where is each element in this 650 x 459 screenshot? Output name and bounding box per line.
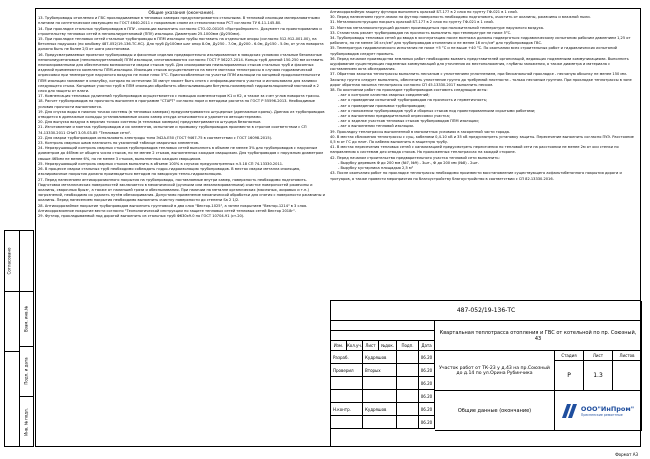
col-header-ndoc: №док. (379, 341, 397, 351)
strip-label-inv: Инв. № подл. (23, 408, 29, 436)
company-sub: Пресненские ремонтные (580, 412, 623, 417)
company-logo-icon (562, 404, 578, 418)
note-item: Антикоррозийную защиту футляра выполнить краской БТ-177 в 2 слоя по грунту ГФ-021 в 1 слой. (330, 10, 518, 14)
note-sub-item: - акт о заделке участков тепловых стыков трубопроводов ППМ изоляции; (338, 119, 479, 124)
company-block (555, 391, 642, 431)
signer-name (363, 377, 397, 390)
note-item: 34. Трубопроводы тепловых сетей до ввода в эксплуатацию после монтажа должны подвергаться гидравлическому испытанию рабочим давлением 1,25 от рабочего, но не менее 16 кгс/см² для трубопроводов отопления и не менее 16 кгс/см² для трубопроводов ГВС. (330, 36, 631, 46)
signer-role (331, 390, 363, 403)
note-sub-item: - акт о выполнении тепловой изоляции. (338, 124, 415, 129)
strip-label-vzam: Взам. инв.№ (23, 305, 29, 332)
stage-header: Стадия (555, 351, 584, 361)
sign-date: 06.20 (419, 364, 435, 377)
strip-label-podp: Подп. и дата (23, 357, 29, 385)
strip-cell (20, 231, 34, 292)
signature-cell (397, 351, 419, 364)
sign-date: 06.20 (419, 390, 435, 403)
signer-name: Кудряшов (363, 403, 397, 416)
note-item: 19. Для спуска воды в нижних точках системы (в тепловых камерах) предусматриваются штуцерные (дренажные краны). Дренаж из трубопроводов отводится в дренажные колодцы устанавливаемые около камер откуда откачивается и удаляется автоцистернами. (38, 109, 325, 120)
signer-name: Вторых (363, 364, 397, 377)
note-item: 16. Предусматриваемые проектом трубопроводы и фасонные изделия предварительно изолированные в заводских условиях стальные безопасные пенополиуретановые (пенополиуретановой) ППМ изоляции, изготавливаются согласно ГОСТ Р 56227-2014. Концы труб длиной 150-250 мм оставить неизолированными для обеспечения возможности сварки стыков труб. Для изолирования неизолированных стыков стальных труб и фасонных изделий применяются комплекты ППМ-изоляции. Изоляция стыков осуществляется на месте монтажа теплотрассы в случаях гидравлической опрессовки при температуре наружного воздуха не ниже плюс 5°С. Приспособленные на участки ППМ изоляции по концевой продолжительности ППМ изоляции заливают в опалубку, которая по истечении 30 минут может быть снята с информационного участка и использована для заливки следующего стыка. Концевые участки труб в ППМ изоляции обработать обеспыливающим битумно-полимерной гидроизоляционной мастикой в 2 слоя для защиты от влаги. (38, 52, 324, 94)
note-item: 23. Контроль сварных швов назначить по указанной таблице сварочных элементов. (38, 141, 200, 146)
note-sub-item: - акт о выполнении предварительной опрессовки участка; (338, 114, 450, 119)
stage-value: Р (555, 361, 584, 391)
note-sub-item: - акт о проведении испытаний трубопроводов на прочность и герметичность; (338, 98, 488, 103)
sign-date: 06.20 (419, 377, 435, 390)
note-sub-item: - акт о контроле качества сварных соединений; (338, 93, 430, 98)
note-item: 41. В местах пересечения тепловых сетей с канализацией предусмотреть пересечения по тепловой сети на расстоянии не менее 2м от оси стенки по направлению к системам для отвода стоков. На проложенных теплотрассах на каждой стороне. (330, 145, 619, 155)
note-item: 15. При прокладке тепловых сетей стальные трубопроводы в ППМ изоляции трубы поставить на отдельные опоры (согласно 512.912-001.00), на бетонных подушках (по альбому 487-052/19-136-ТС.КС). Для труб Ду100мм шаг опор 8.0м, Ду250 - 7.0м, Ду200 - 6.0м, Ду150 - 5.0м, от угла поворота должно быть не более 2/3 от шага расстановки. (38, 37, 324, 52)
signer-role (331, 416, 363, 429)
note-item: 24. Неразрушающий контроль сварных стыков трубопроводов тепловых сетей выполнить в объеме не менее 3% для трубопроводов с наружным диаметром до 465мм от общего числа стыков, но не менее 2 стыков, выполненных каждым сварщиком. Для трубопроводов с наружным диаметром свыше 465мм не менее 6%, но не менее 3 стыков, выполненных каждым сварщиком. (38, 146, 324, 161)
note-item: 33. Сталисталь рэкает трубопроводов на прочность выполнить при температуре не ниже 5°С. (330, 30, 512, 35)
format-label: Формат А3 (615, 452, 638, 457)
sheets-value (613, 361, 642, 391)
stamp-blank-row (331, 321, 435, 331)
note-item: 18. Расчет трубопроводов на прочность выполнен в программе "СТАРТ" согласно норм и методики расчета по ГОСТ Р 55596-2013. Необходимые условия прочности выполняются. (38, 99, 315, 109)
section-title: Участок работ от ТК-23 у д.43 на пр.Союзный до д.14 по ул.Орина Рубинчика (435, 351, 555, 391)
signer-role (331, 377, 363, 390)
note-item: 27. Перед нанесением антикоррозионного покрытия на трубопроводы, поставляемые внутри камер, поверхность необходимо подготовить. Подготовка металлических поверхностей заключается в механической (ручными или механизированными) очистке поверхностей ржавчины и окалины, сварочных брызг, а также от налипшей грязи и обеспыливания. При наличии на металле органических (масляных, жировых и т.п.) загрязнений, необходимо их удалить путём обезжиривания. Допустимо применение механической обработки для снятия с поверхности ржавчины и окалины. Перед нанесением покрытия необходимо выполнить очистку поверхности до степени Sa 2 1/2. (38, 177, 325, 203)
strip-label-agreed-wrap (4, 236, 14, 286)
note-item: 42. Перед началом строительства предварительного участка тепловой сети выполнить: (330, 155, 500, 160)
note-item: 25. Неразрушающий контроль сварных стыков выполнить в объеме 100% в случаях предусмотренных п.5.18 СП 74.13330.2011. (38, 161, 284, 166)
sheet-title: Общие данные (окончание) (435, 391, 555, 431)
sheets-header: Листов (613, 351, 642, 361)
note-item: 14. При прокладке стальных трубопроводов в ППУ - изоляции выполнить согласно СТО-02-00105 «Ярстройпроект». Документ по проектированию и строительству тепловых сетей в пенополиуретановой (ППУ) изоляции. Диаметром 25-1000мм (Ду250мм). (38, 26, 322, 36)
sheet-header: Лист (584, 351, 613, 361)
note-item: 29. Футляр, прокладываемый под дорогой выполнить из стальных труб Ф630х9.0 по ГОСТ 10704-91 (ст.20). (38, 213, 245, 218)
signature-cell (397, 364, 419, 377)
note-item: 36. Перед началом производства земляных работ необходимо вызвать представителей организаций, ведающих подземными коммуникациями. Выполнить шурфование существующих подземных коммуникаций для уточнения их местоположения, глубины заложения, а также диаметра и материала с составлением акта обследования. (330, 56, 629, 72)
notes-heading: Общие указания (окончание). (148, 10, 215, 15)
note-item: 20. Для выпуска воздуха в верхних точках системы (в тепловых камерах) предусматриваются штуцера безопасные. (38, 120, 262, 125)
left-notes-list (38, 16, 325, 219)
note-item: 30. Перед нанесением грунт-эмали на футляр поверхность необходимо подготовить, очистить от окалины, ржавчины и влажной пыли. (330, 15, 591, 20)
right-notes-column (330, 10, 636, 182)
note-item: 37. Обратная засыпка теплотрассы выполнить песчаным с уплотнением уплотнением, при бесканальной прокладке - песчаную обсыпку не менее 150 мм. Засыпку грунта следует выполнять, обеспечить уплотнение грунта до требуемой плотности - только песчаным грунтом. При прокладке теплотрассы в зоне дорог обратная засыпка теплотрассы согласно СП 45.13330.2017 выполнить песком. (330, 72, 632, 87)
signature-cell (397, 377, 419, 390)
strip-label-agreed: Согласовано (6, 247, 12, 275)
signature-cell (397, 390, 419, 403)
strip-cell (20, 396, 34, 448)
note-sub-item: - акт о проведении промывки трубопроводов; (338, 103, 426, 108)
signer-role: Проверил (331, 364, 363, 377)
note-item: 38. По окончании работ по прокладке трубопроводов составить следующие акты: (330, 88, 488, 93)
signer-role: Разраб. (331, 351, 363, 364)
company-text (581, 405, 634, 417)
title-block (330, 300, 641, 447)
note-item: 28. Антикоррозийное покрытие трубопроводов выполнить грунтовкой в два слоя "Вектор-1025", а затем покрытием "Вектор-1214" в 3 слоя. Антикоррозионное покрытие вести согласно "Технологической инструкции по защите тепловых сетей тепловых сетей Вектор 2018г". (38, 203, 308, 213)
sign-date: 06.20 (419, 351, 435, 364)
signer-name (363, 390, 397, 403)
strip-cell (5, 291, 19, 352)
project-title: Квартальная теплотрасса отопления и ГВС от котельной по пр. Союзный, 43 (435, 321, 642, 351)
col-header-list: Лист (363, 341, 379, 351)
signer-name (363, 416, 397, 429)
strip-cell (20, 291, 34, 347)
sign-date: 06.20 (419, 403, 435, 416)
note-item: 35. Температура гидравлического испытания не ниже +5 °С и не выше +40 °С. По окончании всех строительных работ и гидравлических испытаний трубопроводов следует промыть. (330, 46, 618, 56)
note-sub-item: - акт о положении трубопроводов труб и сборных стыков под проектированными скрытыми работами; (338, 108, 536, 113)
signer-name: Кудряшов (363, 351, 397, 364)
note-item: 43. После окончания работ по прокладке теплотрассы необходимо произвести восстановление существующего асфальтобетонного покрытия дороги и тротуаров, а также провести мероприятия по благоустройству благоустройство в соответствии с СП 82.13330.2016. (330, 171, 622, 181)
strip-column (20, 231, 34, 446)
note-item: 17. Компенсация тепловых удлинений трубопроводов осуществляется с помощью компенсаторов К1 и К2, а также за счет углов поворота трассы. (38, 94, 321, 99)
sign-date: 06.20 (419, 416, 435, 429)
signer-role: Н.контр. (331, 403, 363, 416)
note-item: 40. В местах сближения теплотрассы с сущ. кабелями 0,4-10 кВ и 35 кВ предусмотреть установку защиты. Пересечение выполнить согласно ПУЭ. Расстояние 0,5 м от ГС до плит. По кабелю выполнить в защитную трубу. (330, 134, 634, 145)
right-notes-list (330, 10, 636, 182)
note-item: 26. В процессе сварки стальных труб необходимо соблюдать гидро-гидроизоляцию трубопроводов. В местах сварки металла изоляцию, изолировочные покрытия должно производиться методом на заводскую тепло-гидроизоляцию. (38, 167, 301, 177)
note-item: 21. Изготовление и монтаж трубопроводов и их элементов, испытание и промывку трубопроводов произвести в строгом соответствии с СП 74.13330.2011 СНиП 3.05.03-85 "Тепловые сети". (38, 125, 307, 135)
note-sub-item: - Вырубку кустарника площадью 2,5 м² (338, 166, 414, 171)
note-item: 22. Для сварки трубопроводов использовать электроды типа Э42А-Е50 (ГОСТ 9467-75 в соответствии с ГОСТ 16098-2015). (38, 135, 273, 140)
note-item: 13. Трубопроводы отопления и ГВС прокладываемые в тепловых камерах предусматривается стальными. В тепловой изоляции минераловатными плитами на синтетическом связующем по ГОСТ 4640-2011 с покровным слоем из стеклопластика РСТ согласно ТУ 6-11-145-80. (38, 16, 320, 26)
strip-cell (20, 346, 34, 397)
company-name: ООО"ИнПром" (580, 404, 635, 413)
sheet-value: 1.3 (584, 361, 613, 391)
company-logo (562, 404, 634, 418)
stamp-blank-row (331, 331, 435, 341)
col-header-izm: Изм. (331, 341, 347, 351)
col-header-date: Дата (419, 341, 435, 351)
note-item: 31. Металлоконструкции покрыть краской БТ-177 в 2 слоя по грунту ГФ-021 в 1 слой. (330, 20, 494, 25)
signature-cell (397, 416, 419, 429)
doc-number: 487-052/19-136-ТС (331, 301, 642, 321)
col-header-podp: Подп. (397, 341, 419, 351)
left-notes-column (38, 10, 325, 219)
note-item: 39. Прокладку теплотрассы выполненной в монолитных условиях в засоренной части города. (330, 129, 511, 134)
col-header-kol: Кол.уч. (347, 341, 363, 351)
note-sub-item: - Вырубку деревьев Ф до 200 мм (№7, №9) - 3шт., Ф до 200 мм (№8) - 2шт. (338, 160, 479, 165)
note-item: 32. Монтаж металлоконструкций должен производиться при положительной температуре наружного воздуха. (330, 25, 545, 30)
signature-cell (397, 403, 419, 416)
